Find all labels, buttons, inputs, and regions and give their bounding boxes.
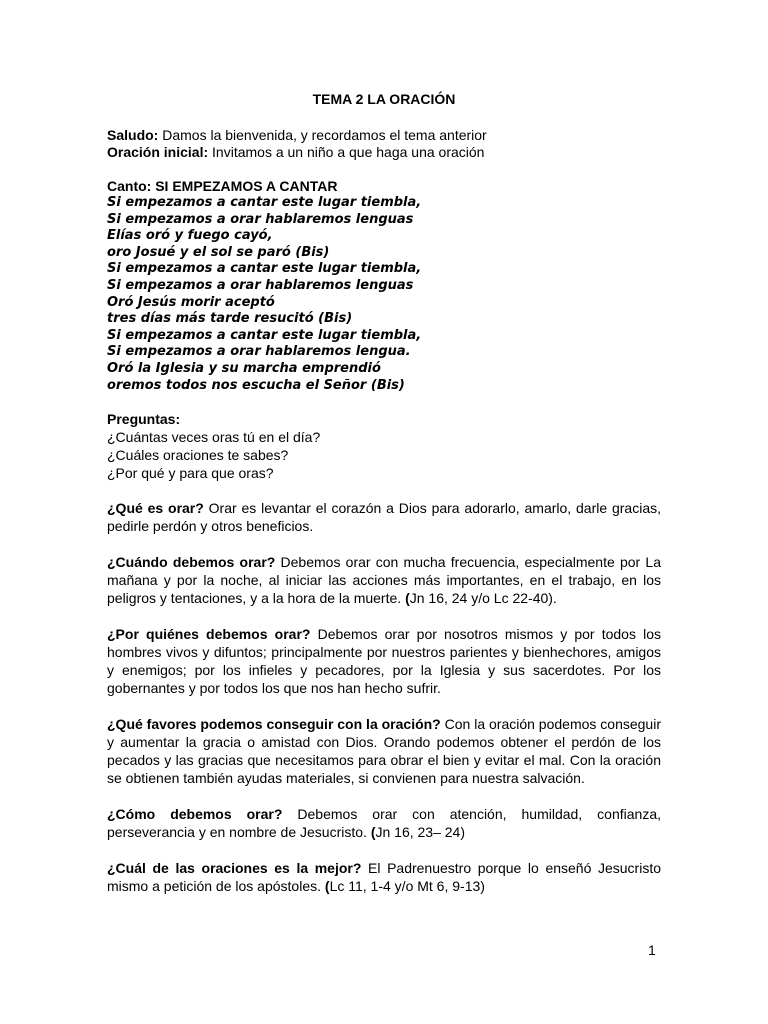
oracion-inicial-line [107, 144, 661, 161]
saludo-line [107, 127, 661, 144]
qa-paragraph [107, 625, 661, 697]
song-verse: oro Josué y el sol se paró (Bis) [107, 244, 330, 260]
song-verse: Si empezamos a orar hablaremos lenguas [107, 211, 414, 227]
qa-question: ¿Qué es orar? [107, 500, 204, 517]
song-verse: Si empezamos a orar hablaremos lengua. [107, 344, 411, 360]
qa-answer: Con la oración podemos conseguir y aumentar la gracia o amistad con Dios. Orando podemos obtener el perdón de los pecados y las gracias que necesitamos para obrar el bien y evitar el mal. Con la oración se obtienen también ayudas materiales, si convienen para nuestra salvación. [107, 716, 661, 787]
qa-reference: Lc 11, 1-4 y/o Mt 6, 9-13) [329, 878, 485, 895]
song-verse: Oró Jesús morir aceptó [107, 294, 275, 310]
qa-answer: El Padrenuestro porque lo enseñó Jesucristo mismo a petición de los apóstoles. [107, 860, 661, 895]
song-verse: Si empezamos a cantar este lugar tiembla, [107, 327, 422, 343]
preguntas-label: Preguntas: [107, 411, 181, 428]
pregunta-item: ¿Cuántas veces oras tú en el día? [107, 429, 321, 446]
song-title: Canto: SI EMPEZAMOS A CANTAR [107, 178, 338, 194]
song-verse: oremos todos nos escucha el Señor (Bis) [107, 377, 405, 393]
song-verse: Oró la Iglesia y su marcha emprendió [107, 360, 381, 376]
song-verse: tres días más tarde resucitó (Bis) [107, 311, 353, 327]
qa-ref-paren: ( [324, 878, 330, 895]
page-number: 1 [648, 942, 656, 958]
qa-paragraph [107, 553, 661, 607]
qa-paragraph [107, 499, 661, 535]
qa-question: ¿Cómo debemos orar? [107, 806, 283, 823]
saludo-label: Saludo: [107, 127, 159, 143]
qa-reference: Jn 16, 24 y/o Lc 22-40). [409, 590, 557, 607]
qa-answer: Debemos orar con atención, humildad, confianza, perseverancia y en nombre de Jesucristo. [107, 806, 661, 841]
qa-question: ¿Cuál de las oraciones es la mejor? [107, 860, 362, 877]
qa-paragraph [107, 805, 661, 841]
qa-answer: Orar es levantar el corazón a Dios para adorarlo, amarlo, darle gracias, pedirle perdón y otros beneficios. [107, 500, 662, 535]
qa-question: ¿Cuándo debemos orar? [107, 554, 276, 571]
qa-question: ¿Por quiénes debemos orar? [107, 626, 311, 643]
document-title: TEMA 2 LA ORACIÓN [312, 91, 456, 107]
song-verse: Si empezamos a cantar este lugar tiembla, [107, 195, 422, 210]
qa-answer: Debemos orar por nosotros mismos y por todos los hombres vivos y difuntos; principalmente por nuestros parientes y bienhechores, amigos y enemigos; por los infieles y pecadores, por la Iglesia y sus sacerdotes. Por los gobernantes y por todos los que nos han hecho sufrir. [107, 626, 661, 697]
song-verse: Si empezamos a orar hablaremos lenguas [107, 277, 414, 293]
qa-paragraph [107, 715, 661, 787]
saludo-text: Damos la bienvenida, y recordamos el tema anterior [158, 127, 487, 143]
song-lyrics [107, 195, 661, 394]
oracion-inicial-text: Invitamos a un niño a que haga una oración [208, 144, 485, 160]
oracion-inicial-label: Oración inicial: [107, 144, 209, 160]
qa-answer: Debemos orar con mucha frecuencia, especialmente por La mañana y por la noche, al iniciar las acciones más importantes, en el trabajo, en los peligros y tentaciones, y a la hora de la muerte. [107, 554, 661, 607]
song-verse: Elías oró y fuego cayó, [107, 228, 273, 244]
qa-ref-paren: ( [405, 590, 410, 607]
qa-reference: Jn 16, 23– 24) [375, 824, 465, 841]
pregunta-item: ¿Por qué y para que oras? [107, 465, 274, 482]
qa-paragraph [107, 859, 661, 895]
song-verse: Si empezamos a cantar este lugar tiembla, [107, 261, 422, 277]
pregunta-item: ¿Cuáles oraciones te sabes? [107, 447, 289, 464]
document-page [107, 91, 661, 913]
qa-question: ¿Qué favores podemos conseguir con la oración? [107, 716, 441, 733]
qa-ref-paren: ( [370, 824, 376, 841]
